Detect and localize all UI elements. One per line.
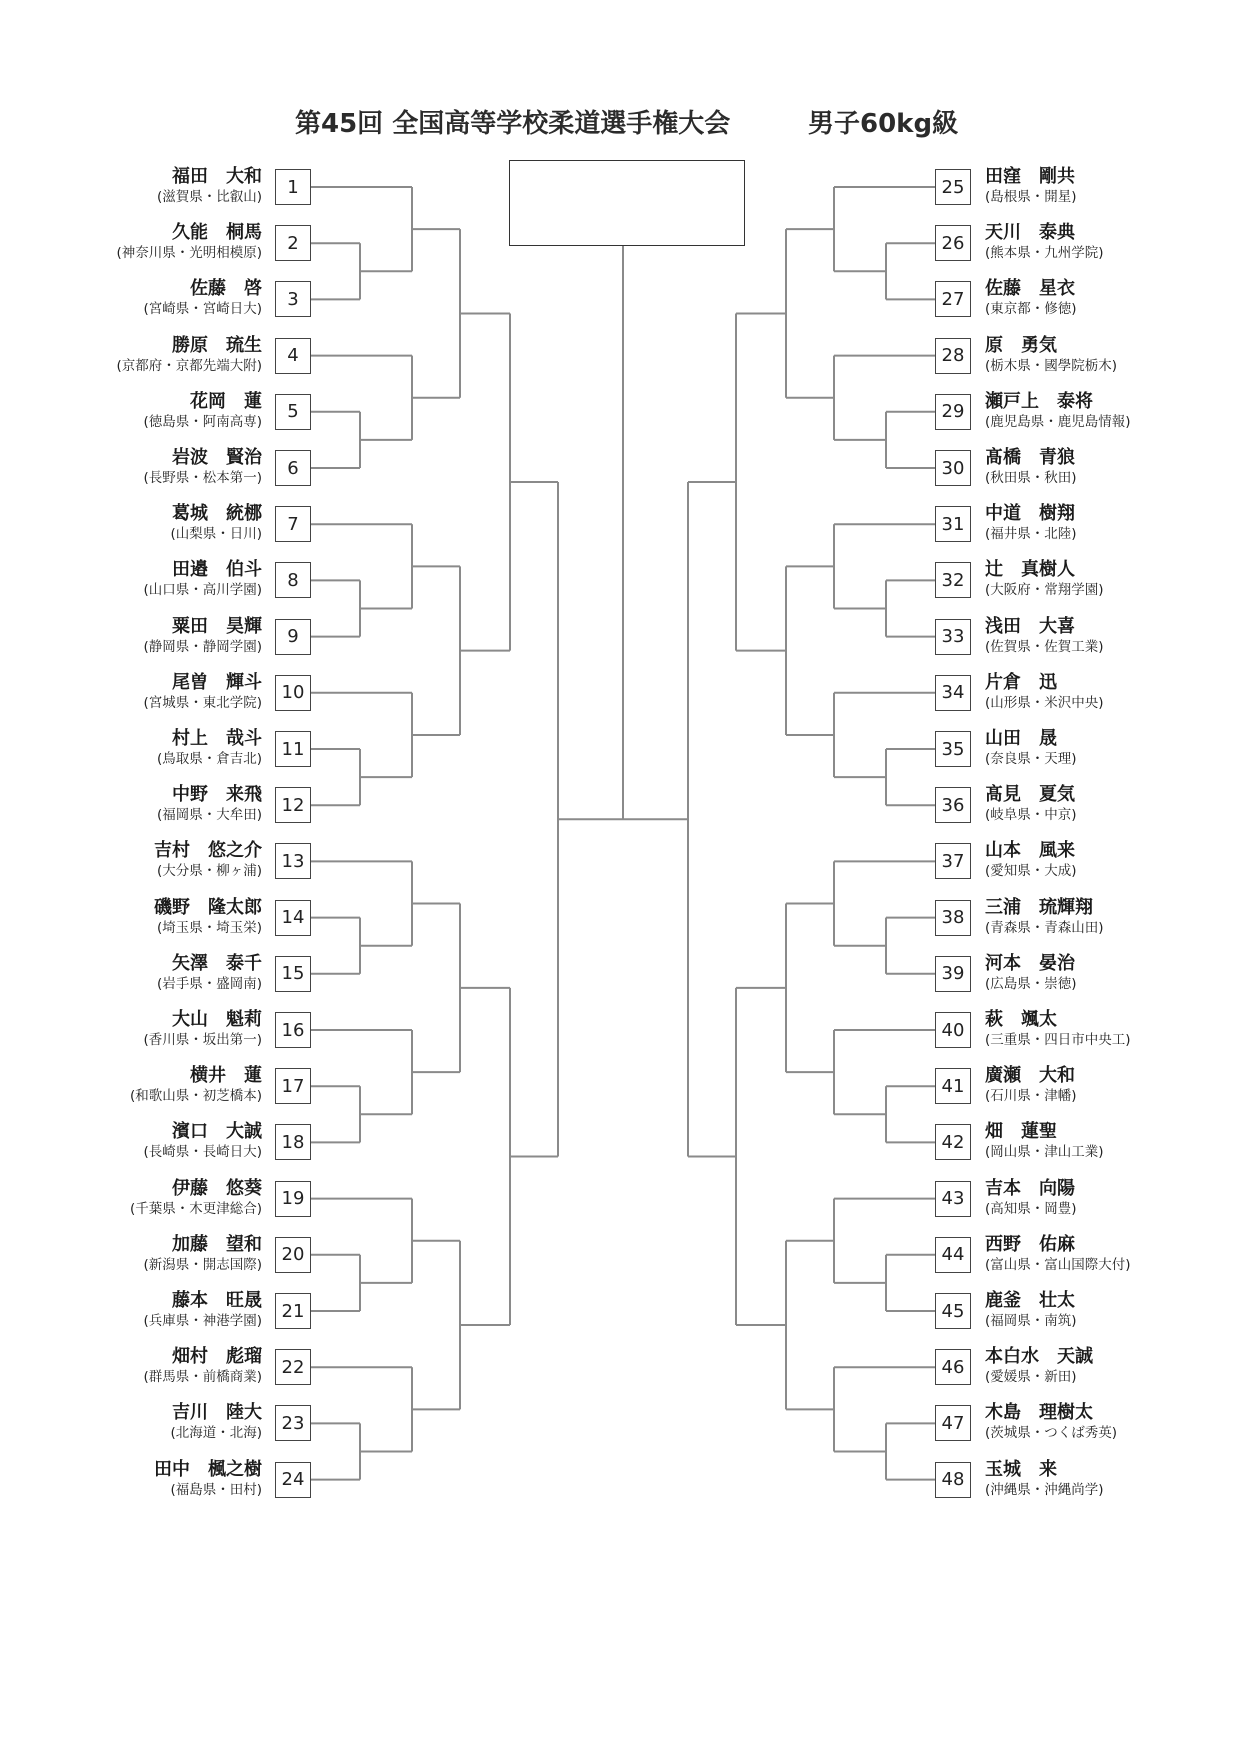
competitor-affiliation: (長野県・松本第一) (143, 470, 262, 486)
competitor-affiliation: (佐賀県・佐賀工業) (985, 638, 1104, 655)
competitor-entry (985, 1065, 1235, 1105)
competitor-affiliation: (北海道・北海) (170, 1425, 262, 1442)
draw-number: 14 (275, 900, 311, 936)
competitor-entry (12, 559, 262, 599)
competitor-name: 加藤 望和 (172, 1233, 262, 1255)
competitor-name: 横井 蓮 (190, 1065, 262, 1087)
competitor-affiliation: (群馬県・前橋商業) (143, 1369, 262, 1386)
competitor-entry (985, 222, 1235, 262)
draw-number: 38 (935, 900, 971, 936)
competitor-entry (985, 447, 1235, 487)
competitor-name: 西野 佑麻 (985, 1233, 1075, 1255)
competitor-affiliation: (徳島県・阿南高専) (143, 413, 262, 430)
competitor-affiliation: (宮崎県・宮崎日大) (143, 301, 262, 318)
competitor-name: 吉本 向陽 (985, 1177, 1075, 1199)
competitor-entry (12, 897, 262, 937)
competitor-affiliation: (三重県・四日市中央工) (985, 1032, 1131, 1048)
competitor-name: 山田 晟 (985, 728, 1057, 749)
competitor-name: 葛城 統梛 (172, 503, 262, 525)
draw-number: 16 (275, 1012, 311, 1048)
draw-number: 44 (935, 1237, 971, 1273)
competitor-affiliation: (福岡県・大牟田) (156, 807, 262, 824)
competitor-affiliation: (宮城県・東北学院) (143, 694, 262, 711)
competitor-affiliation: (大分県・柳ヶ浦) (156, 863, 262, 880)
draw-number: 3 (275, 281, 311, 317)
competitor-name: 本白水 天誠 (985, 1346, 1093, 1368)
draw-number: 42 (935, 1124, 971, 1160)
competitor-entry (12, 1178, 262, 1218)
draw-number: 10 (275, 675, 311, 711)
competitor-affiliation: (京都府・京都先端大附) (116, 357, 262, 374)
competitor-entry (985, 897, 1235, 937)
draw-number: 27 (935, 281, 971, 317)
competitor-affiliation: (山形県・米沢中央) (985, 694, 1104, 711)
draw-number: 35 (935, 731, 971, 767)
draw-number: 7 (275, 506, 311, 542)
competitor-entry (985, 503, 1235, 543)
competitor-entry (12, 953, 262, 993)
division-title: 男子60kg級 (808, 109, 959, 139)
competitor-name: 久能 桐馬 (172, 222, 262, 244)
draw-number: 17 (275, 1068, 311, 1104)
competitor-affiliation: (山梨県・日川) (170, 526, 262, 543)
competitor-entry (985, 559, 1235, 599)
competitor-name: 佐藤 星衣 (985, 278, 1075, 300)
competitor-affiliation: (沖縄県・沖縄尚学) (985, 1481, 1104, 1498)
competitor-affiliation: (富山県・富山国際大付) (985, 1256, 1131, 1273)
competitor-affiliation: (山口県・高川学園) (143, 582, 262, 599)
draw-number: 21 (275, 1293, 311, 1329)
competitor-name: 山本 風来 (985, 840, 1075, 862)
competitor-entry (985, 728, 1235, 768)
competitor-affiliation: (埼玉県・埼玉栄) (156, 919, 262, 936)
competitor-name: 粟田 昊輝 (172, 615, 262, 637)
competitor-name: 矢澤 泰千 (172, 952, 262, 974)
competitor-entry (12, 503, 262, 543)
competitor-entry (12, 1290, 262, 1330)
competitor-name: 岩波 賢治 (172, 447, 262, 468)
competitor-name: 原 勇気 (985, 334, 1057, 356)
competitor-entry (12, 840, 262, 880)
competitor-name: 瀬戸上 泰将 (985, 390, 1093, 412)
competitor-name: 河本 晏治 (985, 952, 1075, 974)
draw-number: 19 (275, 1181, 311, 1217)
draw-number: 4 (275, 338, 311, 374)
competitor-affiliation: (神奈川県・光明相模原) (116, 245, 262, 262)
competitor-entry (12, 166, 262, 206)
competitor-affiliation: (高知県・岡豊) (985, 1200, 1077, 1217)
competitor-name: 佐藤 啓 (190, 278, 262, 300)
draw-number: 23 (275, 1405, 311, 1441)
draw-number: 6 (275, 450, 311, 486)
competitor-affiliation: (福井県・北陸) (985, 526, 1077, 543)
competitor-affiliation: (兵庫県・神港学園) (143, 1313, 262, 1329)
competitor-affiliation: (石川県・津幡) (985, 1088, 1077, 1105)
draw-number: 45 (935, 1293, 971, 1329)
competitor-entry (985, 1290, 1235, 1330)
competitor-name: 伊藤 悠葵 (172, 1177, 262, 1199)
draw-number: 48 (935, 1462, 971, 1498)
draw-number: 8 (275, 562, 311, 598)
competitor-name: 畑 蓮聖 (985, 1121, 1057, 1143)
competitor-entry (985, 1346, 1235, 1386)
competitor-affiliation: (和歌山県・初芝橋本) (129, 1088, 262, 1105)
competitor-name: 村上 哉斗 (172, 728, 262, 749)
competitor-affiliation: (岐阜県・中京) (985, 807, 1077, 824)
competitor-affiliation: (岡山県・津山工業) (985, 1144, 1104, 1161)
draw-number: 47 (935, 1405, 971, 1441)
competitor-entry (985, 335, 1235, 375)
draw-number: 33 (935, 619, 971, 655)
draw-number: 37 (935, 843, 971, 879)
competitor-entry (985, 616, 1235, 656)
draw-number: 31 (935, 506, 971, 542)
competitor-name: 濱口 大誠 (172, 1121, 262, 1143)
competitor-name: 木島 理樹太 (985, 1402, 1093, 1424)
draw-number: 39 (935, 956, 971, 992)
competitor-entry (985, 1121, 1235, 1161)
competitor-entry (12, 1121, 262, 1161)
competitor-name: 吉川 陸大 (172, 1402, 262, 1424)
competitor-name: 大山 魁莉 (172, 1009, 262, 1030)
draw-number: 43 (935, 1181, 971, 1217)
competitor-entry (12, 784, 262, 824)
draw-number: 24 (275, 1462, 311, 1498)
competitor-name: 萩 颯太 (985, 1009, 1057, 1030)
competitor-entry (985, 1459, 1235, 1499)
draw-number: 18 (275, 1124, 311, 1160)
draw-number: 1 (275, 169, 311, 205)
competitor-affiliation: (鳥取県・倉吉北) (156, 751, 262, 767)
competitor-name: 髙橋 青狼 (985, 447, 1075, 468)
competitor-affiliation: (青森県・青森山田) (985, 919, 1104, 936)
competitor-entry (12, 278, 262, 318)
competitor-name: 田邉 伯斗 (172, 559, 262, 581)
draw-number: 15 (275, 956, 311, 992)
competitor-name: 廣瀬 大和 (985, 1065, 1075, 1087)
competitor-name: 中野 来飛 (172, 784, 262, 806)
competitor-name: 辻 真樹人 (985, 559, 1075, 581)
competitor-entry (12, 616, 262, 656)
competitor-affiliation: (新潟県・開志国際) (143, 1256, 262, 1273)
draw-number: 46 (935, 1349, 971, 1385)
competitor-name: 花岡 蓮 (190, 390, 262, 412)
competitor-name: 畑村 彪瑠 (172, 1346, 262, 1368)
competitor-entry (12, 672, 262, 712)
draw-number: 13 (275, 843, 311, 879)
competitor-entry (985, 391, 1235, 431)
competitor-name: 勝原 琉生 (172, 334, 262, 356)
competitor-entry (12, 728, 262, 768)
competitor-name: 吉村 悠之介 (154, 840, 262, 862)
competitor-name: 中道 樹翔 (985, 503, 1075, 525)
competitor-name: 玉城 来 (985, 1458, 1057, 1480)
competitor-affiliation: (広島県・崇徳) (985, 975, 1077, 992)
draw-number: 32 (935, 562, 971, 598)
competitor-entry (985, 672, 1235, 712)
competitor-affiliation: (香川県・坂出第一) (143, 1032, 262, 1048)
draw-number: 29 (935, 394, 971, 430)
competitor-name: 浅田 大喜 (985, 615, 1075, 637)
competitor-entry (985, 784, 1235, 824)
competitor-name: 田窪 剛共 (985, 166, 1075, 187)
competitor-affiliation: (愛知県・大成) (985, 863, 1077, 880)
competitor-entry (985, 166, 1235, 206)
competitor-affiliation: (福島県・田村) (170, 1481, 262, 1498)
competitor-entry (12, 1346, 262, 1386)
competitor-affiliation: (滋賀県・比叡山) (156, 189, 262, 205)
competitor-affiliation: (長崎県・長崎日大) (143, 1144, 262, 1161)
draw-number: 40 (935, 1012, 971, 1048)
competitor-entry (12, 391, 262, 431)
competitor-entry (12, 222, 262, 262)
competitor-affiliation: (秋田県・秋田) (985, 470, 1077, 486)
competitor-entry (985, 1402, 1235, 1442)
competitor-entry (12, 1009, 262, 1049)
competitor-entry (12, 1065, 262, 1105)
draw-number: 30 (935, 450, 971, 486)
draw-number: 26 (935, 225, 971, 261)
competitor-affiliation: (千葉県・木更津総合) (129, 1200, 262, 1217)
competitor-name: 磯野 隆太郎 (154, 896, 262, 918)
competitor-entry (985, 278, 1235, 318)
competitor-entry (985, 1009, 1235, 1049)
competitor-entry (12, 1402, 262, 1442)
competitor-affiliation: (福岡県・南筑) (985, 1313, 1077, 1329)
competitor-entry (12, 335, 262, 375)
draw-number: 5 (275, 394, 311, 430)
competitor-affiliation: (岩手県・盛岡南) (156, 975, 262, 992)
competitor-name: 尾曽 輝斗 (172, 671, 262, 693)
competitor-name: 片倉 迅 (985, 671, 1057, 693)
competitor-affiliation: (愛媛県・新田) (985, 1369, 1077, 1386)
draw-number: 20 (275, 1237, 311, 1273)
draw-number: 28 (935, 338, 971, 374)
competitor-name: 三浦 琉輝翔 (985, 896, 1093, 918)
draw-number: 9 (275, 619, 311, 655)
competitor-name: 福田 大和 (172, 166, 262, 187)
competitor-entry (12, 1459, 262, 1499)
draw-number: 12 (275, 787, 311, 823)
competitor-name: 藤本 旺晟 (172, 1290, 262, 1311)
competitor-entry (12, 447, 262, 487)
competitor-affiliation: (奈良県・天理) (985, 751, 1077, 767)
draw-number: 41 (935, 1068, 971, 1104)
competitor-affiliation: (東京都・修徳) (985, 301, 1077, 318)
competitor-affiliation: (熊本県・九州学院) (985, 245, 1104, 262)
competitor-affiliation: (茨城県・つくば秀英) (985, 1425, 1118, 1442)
tournament-title: 第45回 全国高等学校柔道選手権大会 (295, 109, 731, 139)
competitor-entry (985, 953, 1235, 993)
draw-number: 36 (935, 787, 971, 823)
competitor-entry (12, 1234, 262, 1274)
competitor-affiliation: (島根県・開星) (985, 189, 1077, 205)
competitor-affiliation: (鹿児島県・鹿児島情報) (985, 413, 1131, 430)
competitor-name: 田中 楓之樹 (154, 1458, 262, 1480)
draw-number: 34 (935, 675, 971, 711)
competitor-affiliation: (大阪府・常翔学園) (985, 582, 1104, 599)
draw-number: 22 (275, 1349, 311, 1385)
draw-number: 25 (935, 169, 971, 205)
competitor-entry (985, 1178, 1235, 1218)
competitor-entry (985, 840, 1235, 880)
competitor-affiliation: (栃木県・國學院栃木) (985, 357, 1118, 374)
competitor-name: 鹿釜 壮太 (985, 1290, 1075, 1311)
draw-number: 11 (275, 731, 311, 767)
draw-number: 2 (275, 225, 311, 261)
competitor-name: 天川 泰典 (985, 222, 1075, 244)
competitor-affiliation: (静岡県・静岡学園) (143, 638, 262, 655)
competitor-entry (985, 1234, 1235, 1274)
competitor-name: 髙見 夏気 (985, 784, 1075, 806)
